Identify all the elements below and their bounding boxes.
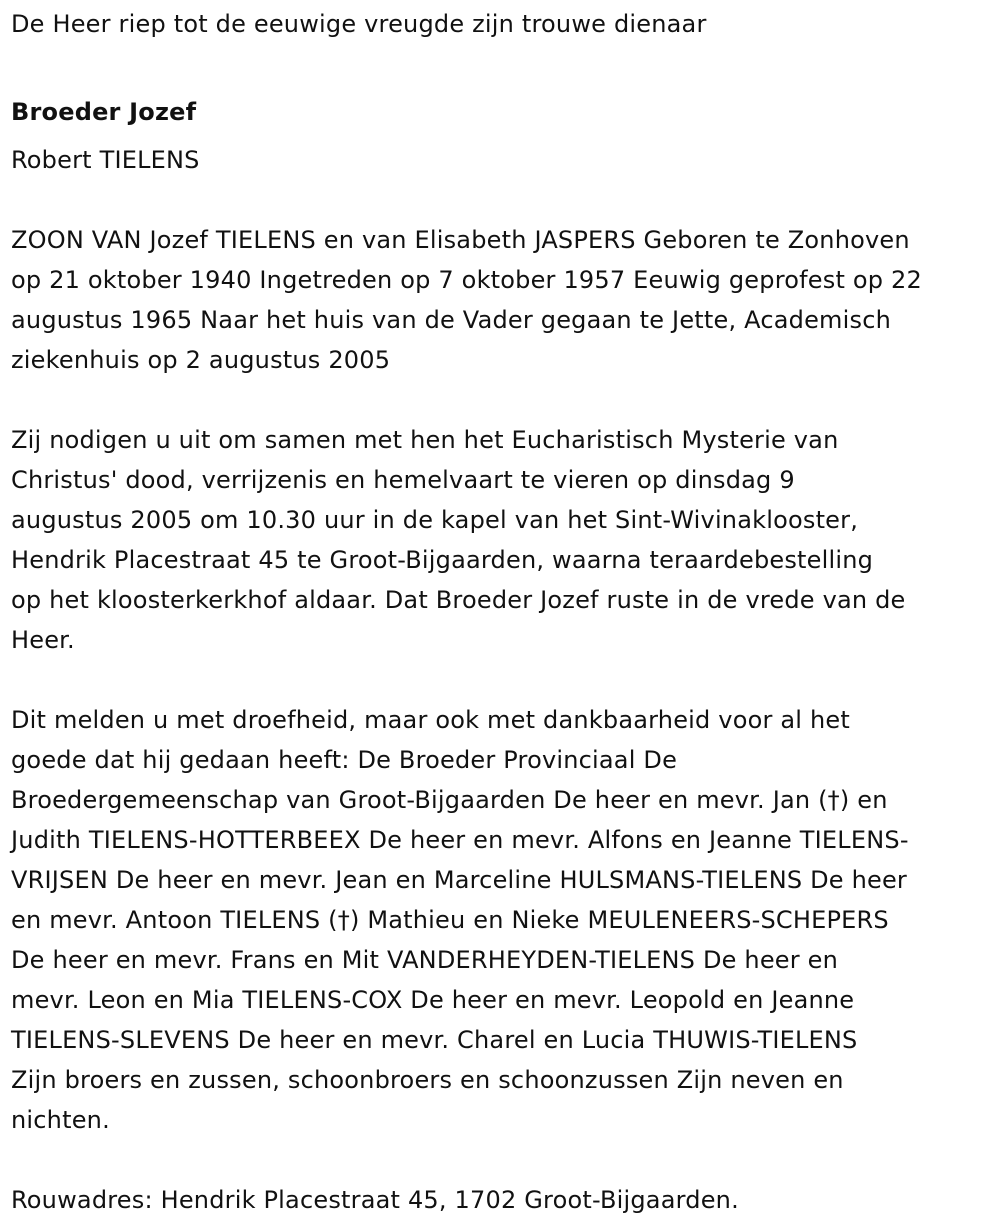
invitation-line: Hendrik Placestraat 45 te Groot-Bijgaarden, waarna teraardebestelling (11, 546, 874, 574)
family-line: goede dat hij gedaan heeft: De Broeder Provinciaal De (11, 746, 678, 774)
invitation-line: augustus 2005 om 10.30 uur in de kapel van het Sint-Wivinaklooster, (11, 506, 859, 534)
family-paragraph (11, 700, 993, 1140)
family-line: Dit melden u met droefheid, maar ook met dankbaarheid voor al het (11, 706, 850, 734)
invitation-paragraph (11, 420, 993, 660)
family-line: Broedergemeenschap van Groot-Bijgaarden De heer en mevr. Jan (†) en (11, 786, 888, 814)
biography-paragraph (11, 220, 993, 380)
intro-text: De Heer riep tot de eeuwige vreugde zijn trouwe dienaar (11, 10, 707, 38)
invitation-line: Heer. (11, 626, 75, 654)
biography-line: augustus 1965 Naar het huis van de Vader gegaan te Jette, Academisch (11, 306, 892, 334)
family-line: VRIJSEN De heer en mevr. Jean en Marceline HULSMANS-TIELENS De heer (11, 866, 907, 894)
death-announcement (11, 4, 993, 1220)
family-line: en mevr. Antoon TIELENS (†) Mathieu en Nieke MEULENEERS-SCHEPERS (11, 906, 889, 934)
family-line: mevr. Leon en Mia TIELENS-COX De heer en mevr. Leopold en Jeanne (11, 986, 855, 1014)
religious-name: Broeder Jozef (11, 98, 197, 126)
spacer (11, 380, 993, 420)
family-line: Zijn broers en zussen, schoonbroers en schoonzussen Zijn neven en (11, 1066, 844, 1094)
biography-line: ziekenhuis op 2 augustus 2005 (11, 346, 391, 374)
biography-line: ZOON VAN Jozef TIELENS en van Elisabeth JASPERS Geboren te Zonhoven (11, 226, 910, 254)
invitation-line: op het kloosterkerkhof aldaar. Dat Broeder Jozef ruste in de vrede van de (11, 586, 906, 614)
spacer (11, 44, 993, 84)
biography-line: op 21 oktober 1940 Ingetreden op 7 oktober 1957 Eeuwig geprofest op 22 (11, 266, 922, 294)
spacer (11, 180, 993, 220)
invitation-line: Christus' dood, verrijzenis en hemelvaart te vieren op dinsdag 9 (11, 466, 795, 494)
invitation-line: Zij nodigen u uit om samen met hen het Eucharistisch Mysterie van (11, 426, 839, 454)
spacer (11, 660, 993, 700)
family-line: nichten. (11, 1106, 110, 1134)
family-line: Judith TIELENS-HOTTERBEEX De heer en mevr. Alfons en Jeanne TIELENS- (11, 826, 909, 854)
family-line: De heer en mevr. Frans en Mit VANDERHEYDEN-TIELENS De heer en (11, 946, 839, 974)
civil-name: Robert TIELENS (11, 146, 200, 174)
family-line: TIELENS-SLEVENS De heer en mevr. Charel en Lucia THUWIS-TIELENS (11, 1026, 858, 1054)
spacer (11, 1140, 993, 1180)
mourning-address: Rouwadres: Hendrik Placestraat 45, 1702 Groot-Bijgaarden. (11, 1186, 739, 1214)
